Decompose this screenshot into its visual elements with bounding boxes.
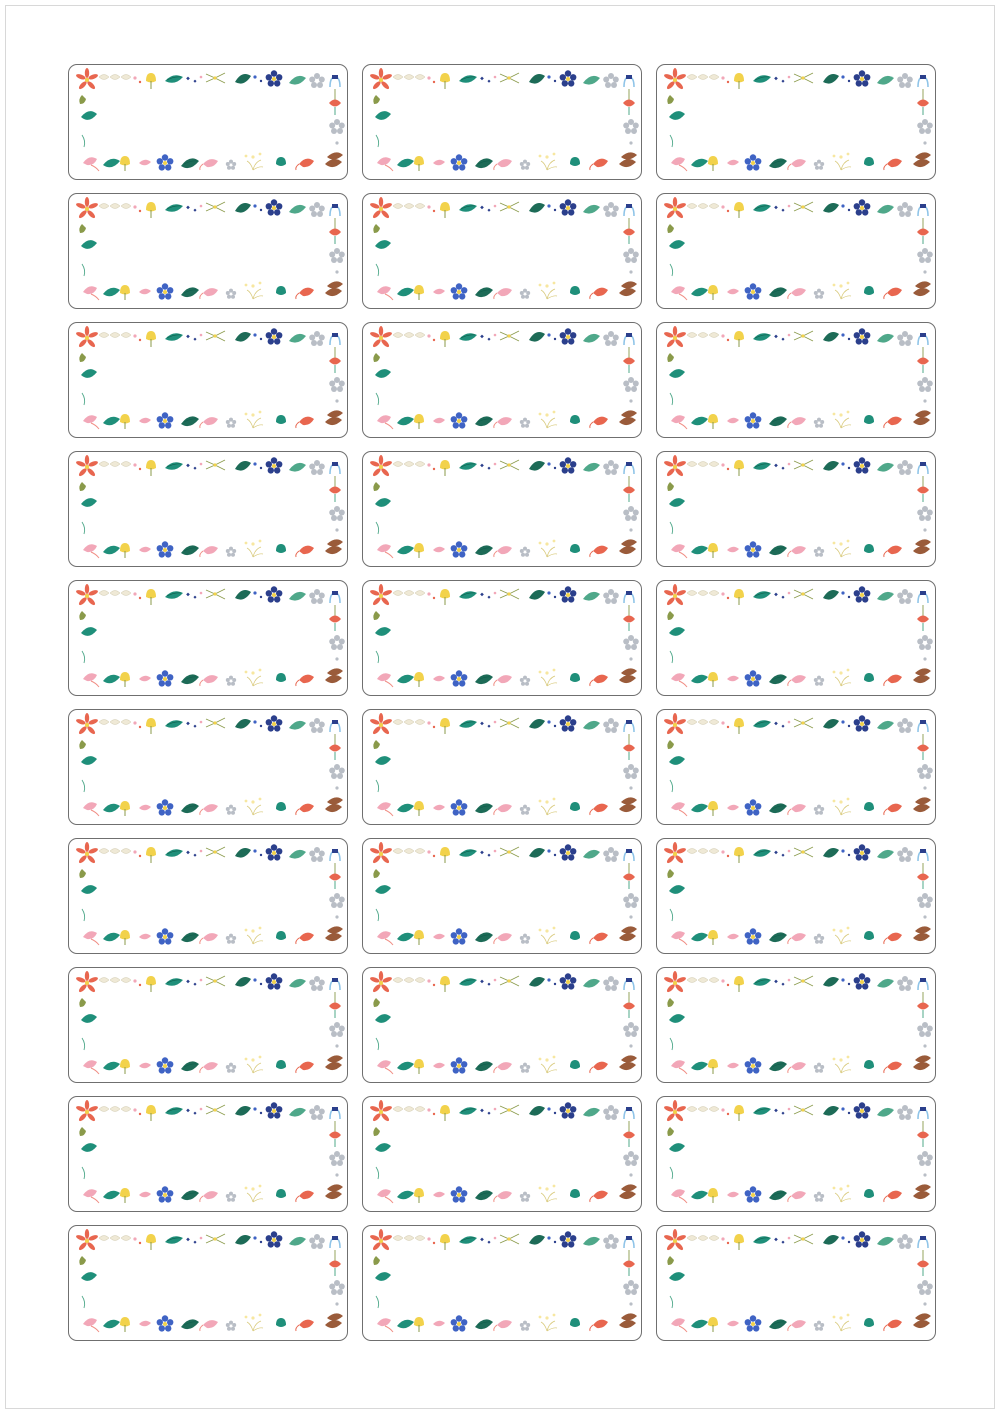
label-card[interactable] (362, 64, 642, 180)
left-border-flowers (79, 353, 97, 405)
top-border-flowers (369, 326, 634, 348)
bottom-border-flowers (377, 1314, 636, 1332)
right-border-flowers (915, 89, 933, 160)
label-writing-area[interactable] (103, 1254, 315, 1312)
label-card[interactable] (68, 709, 348, 825)
label-card[interactable] (656, 193, 936, 309)
right-border-flowers (621, 1250, 639, 1321)
left-border-flowers (79, 482, 97, 534)
top-border-flowers (75, 326, 340, 348)
label-card[interactable] (362, 709, 642, 825)
bottom-border-flowers (671, 1314, 930, 1332)
label-card[interactable] (362, 193, 642, 309)
right-border-flowers (915, 218, 933, 289)
left-border-flowers (373, 224, 391, 276)
right-border-flowers (621, 347, 639, 418)
bottom-border-flowers (377, 282, 636, 300)
left-border-flowers (373, 95, 391, 147)
top-border-flowers (663, 1229, 928, 1251)
label-writing-area[interactable] (397, 738, 609, 796)
bottom-border-flowers (83, 1056, 342, 1074)
left-border-flowers (79, 998, 97, 1050)
label-writing-area[interactable] (103, 1125, 315, 1183)
label-card[interactable] (656, 1096, 936, 1212)
bottom-border-flowers (671, 153, 930, 171)
bottom-border-flowers (83, 282, 342, 300)
top-border-flowers (663, 197, 928, 219)
top-border-flowers (369, 68, 634, 90)
bottom-border-flowers (377, 411, 636, 429)
right-border-flowers (621, 218, 639, 289)
label-writing-area[interactable] (397, 1254, 609, 1312)
label-grid (68, 64, 936, 1350)
left-border-flowers (667, 1256, 685, 1308)
label-card[interactable] (656, 967, 936, 1083)
label-writing-area[interactable] (397, 480, 609, 538)
top-border-flowers (75, 68, 340, 90)
right-border-flowers (327, 863, 345, 934)
bottom-border-flowers (671, 1185, 930, 1203)
right-border-flowers (327, 218, 345, 289)
left-border-flowers (373, 1127, 391, 1179)
label-writing-area[interactable] (691, 738, 903, 796)
label-card[interactable] (362, 1096, 642, 1212)
label-card[interactable] (68, 451, 348, 567)
top-border-flowers (75, 584, 340, 606)
left-border-flowers (667, 611, 685, 663)
bottom-border-flowers (377, 1185, 636, 1203)
top-border-flowers (75, 1100, 340, 1122)
label-writing-area[interactable] (397, 1125, 609, 1183)
left-border-flowers (667, 869, 685, 921)
label-writing-area[interactable] (103, 351, 315, 409)
label-card[interactable] (656, 838, 936, 954)
bottom-border-flowers (83, 411, 342, 429)
label-writing-area[interactable] (103, 222, 315, 280)
right-border-flowers (327, 89, 345, 160)
top-border-flowers (663, 68, 928, 90)
right-border-flowers (915, 992, 933, 1063)
label-writing-area[interactable] (691, 480, 903, 538)
label-card[interactable] (68, 322, 348, 438)
bottom-border-flowers (83, 1185, 342, 1203)
bottom-border-flowers (377, 540, 636, 558)
label-writing-area[interactable] (691, 93, 903, 151)
label-card[interactable] (656, 1225, 936, 1341)
label-writing-area[interactable] (103, 738, 315, 796)
left-border-flowers (373, 869, 391, 921)
bottom-border-flowers (671, 1056, 930, 1074)
label-writing-area[interactable] (691, 222, 903, 280)
top-border-flowers (663, 455, 928, 477)
top-border-flowers (663, 326, 928, 348)
right-border-flowers (915, 347, 933, 418)
label-writing-area[interactable] (397, 867, 609, 925)
right-border-flowers (621, 734, 639, 805)
right-border-flowers (621, 476, 639, 547)
right-border-flowers (621, 89, 639, 160)
right-border-flowers (327, 1250, 345, 1321)
label-card[interactable] (362, 580, 642, 696)
left-border-flowers (667, 1127, 685, 1179)
left-border-flowers (79, 1256, 97, 1308)
bottom-border-flowers (671, 540, 930, 558)
top-border-flowers (369, 584, 634, 606)
bottom-border-flowers (671, 798, 930, 816)
top-border-flowers (663, 713, 928, 735)
label-writing-area[interactable] (691, 609, 903, 667)
label-writing-area[interactable] (397, 609, 609, 667)
left-border-flowers (79, 869, 97, 921)
top-border-flowers (369, 842, 634, 864)
left-border-flowers (373, 482, 391, 534)
top-border-flowers (369, 1229, 634, 1251)
bottom-border-flowers (377, 927, 636, 945)
label-writing-area[interactable] (103, 996, 315, 1054)
bottom-border-flowers (83, 669, 342, 687)
bottom-border-flowers (83, 1314, 342, 1332)
left-border-flowers (667, 95, 685, 147)
label-card[interactable] (68, 838, 348, 954)
left-border-flowers (667, 740, 685, 792)
label-card[interactable] (362, 322, 642, 438)
label-card[interactable] (362, 838, 642, 954)
bottom-border-flowers (83, 927, 342, 945)
left-border-flowers (667, 482, 685, 534)
top-border-flowers (663, 971, 928, 993)
label-card[interactable] (68, 64, 348, 180)
top-border-flowers (75, 713, 340, 735)
label-writing-area[interactable] (103, 480, 315, 538)
right-border-flowers (915, 1250, 933, 1321)
label-writing-area[interactable] (103, 93, 315, 151)
label-card[interactable] (656, 322, 936, 438)
right-border-flowers (915, 605, 933, 676)
bottom-border-flowers (377, 669, 636, 687)
bottom-border-flowers (671, 927, 930, 945)
label-writing-area[interactable] (691, 996, 903, 1054)
label-card[interactable] (68, 193, 348, 309)
bottom-border-flowers (377, 1056, 636, 1074)
left-border-flowers (79, 95, 97, 147)
left-border-flowers (373, 353, 391, 405)
bottom-border-flowers (83, 798, 342, 816)
left-border-flowers (79, 1127, 97, 1179)
right-border-flowers (621, 992, 639, 1063)
bottom-border-flowers (83, 540, 342, 558)
top-border-flowers (663, 1100, 928, 1122)
left-border-flowers (373, 611, 391, 663)
bottom-border-flowers (377, 798, 636, 816)
left-border-flowers (373, 1256, 391, 1308)
right-border-flowers (621, 1121, 639, 1192)
left-border-flowers (79, 740, 97, 792)
right-border-flowers (915, 734, 933, 805)
top-border-flowers (75, 842, 340, 864)
label-writing-area[interactable] (691, 1254, 903, 1312)
right-border-flowers (327, 734, 345, 805)
right-border-flowers (327, 605, 345, 676)
label-card[interactable] (68, 1096, 348, 1212)
label-card[interactable] (656, 709, 936, 825)
right-border-flowers (327, 476, 345, 547)
right-border-flowers (621, 605, 639, 676)
top-border-flowers (369, 1100, 634, 1122)
label-card[interactable] (362, 1225, 642, 1341)
right-border-flowers (327, 347, 345, 418)
left-border-flowers (79, 611, 97, 663)
bottom-border-flowers (671, 411, 930, 429)
left-border-flowers (79, 224, 97, 276)
label-writing-area[interactable] (103, 609, 315, 667)
label-writing-area[interactable] (691, 1125, 903, 1183)
label-writing-area[interactable] (397, 222, 609, 280)
top-border-flowers (369, 455, 634, 477)
label-writing-area[interactable] (397, 351, 609, 409)
top-border-flowers (75, 1229, 340, 1251)
label-card[interactable] (68, 1225, 348, 1341)
top-border-flowers (663, 584, 928, 606)
top-border-flowers (369, 971, 634, 993)
right-border-flowers (327, 1121, 345, 1192)
top-border-flowers (369, 713, 634, 735)
label-writing-area[interactable] (103, 867, 315, 925)
bottom-border-flowers (671, 669, 930, 687)
bottom-border-flowers (83, 153, 342, 171)
left-border-flowers (667, 353, 685, 405)
right-border-flowers (621, 863, 639, 934)
top-border-flowers (75, 971, 340, 993)
top-border-flowers (663, 842, 928, 864)
right-border-flowers (915, 1121, 933, 1192)
right-border-flowers (327, 992, 345, 1063)
label-writing-area[interactable] (397, 93, 609, 151)
label-card[interactable] (68, 580, 348, 696)
left-border-flowers (373, 998, 391, 1050)
label-card[interactable] (656, 451, 936, 567)
label-card[interactable] (68, 967, 348, 1083)
bottom-border-flowers (671, 282, 930, 300)
bottom-border-flowers (377, 153, 636, 171)
right-border-flowers (915, 476, 933, 547)
label-writing-area[interactable] (397, 996, 609, 1054)
left-border-flowers (667, 998, 685, 1050)
left-border-flowers (667, 224, 685, 276)
top-border-flowers (369, 197, 634, 219)
right-border-flowers (915, 863, 933, 934)
label-card[interactable] (656, 64, 936, 180)
label-card[interactable] (656, 580, 936, 696)
label-card[interactable] (362, 967, 642, 1083)
label-card[interactable] (362, 451, 642, 567)
top-border-flowers (75, 197, 340, 219)
top-border-flowers (75, 455, 340, 477)
left-border-flowers (373, 740, 391, 792)
label-writing-area[interactable] (691, 351, 903, 409)
label-writing-area[interactable] (691, 867, 903, 925)
